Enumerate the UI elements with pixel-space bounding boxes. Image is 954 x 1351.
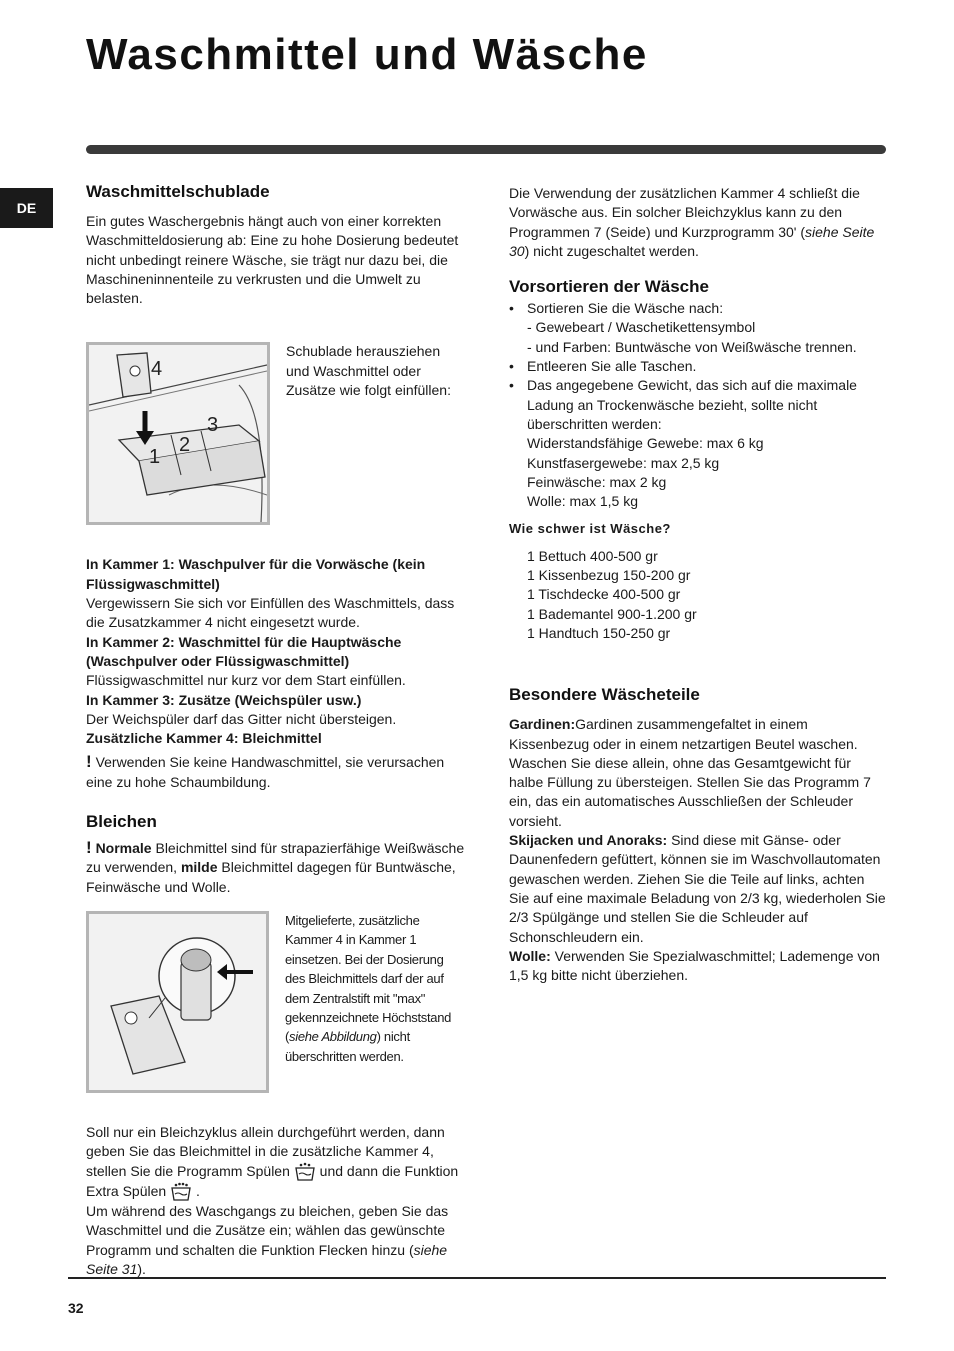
bleach-text-2: Bleichmittel dagegen für Buntwäsche, Feinwäsche und Wolle.: [86, 859, 456, 895]
bleach-text-1: Bleichmittel sind für strapazierfähige Weißwäsche zu verwenden,: [86, 840, 465, 876]
chamber-1-text: Vergewissern Sie sich vor Einfüllen des Waschmittels, dass die Zusatzkammer 4 nicht eingesetzt wurde.: [86, 595, 455, 631]
language-tab: DE: [0, 188, 53, 228]
title-divider: [86, 145, 886, 154]
gardinen-paragraph: Gardinen:Gardinen zusammengefaltet in einem Kissenbezug oder in einem netzartigen Beutel waschen. Waschen Sie diese allein, ohne das Gesamtgewicht für halbe Füllung zu übersteigen. Stellen Sie das Programm 7 ein, das ein automatisches Ausschließen der Schleuder vorsieht.: [509, 716, 871, 829]
list-item: 1 Handtuch 150-250 gr: [527, 624, 671, 641]
bleach-paragraph: [86, 838, 466, 897]
list-item: 1 Bademantel 900-1.200 gr: [527, 605, 697, 622]
list-item: 1 Kissenbezug 150-200 gr: [527, 567, 691, 584]
wolle-paragraph: Wolle: Verwenden Sie Spezialwaschmittel; Lademenge von 1,5 kg bitte nicht überziehen.: [509, 947, 880, 984]
detergent-drawer-icon: [89, 345, 267, 522]
chamber-1-heading: In Kammer 1: Waschpulver für die Vorwäsche (kein Flüssigwaschmittel): [86, 556, 426, 592]
laundry-weight-heading: Wie schwer ist Wäsche?: [509, 521, 671, 537]
svg-text:4: 4: [151, 358, 163, 381]
page-number: 32: [68, 1300, 84, 1316]
chamber-3-text: Der Weichspüler darf das Gitter nicht übersteigen.: [86, 710, 397, 727]
bleach-during-paragraph: Um während des Waschgangs zu bleichen, geben Sie das Waschmittel und die Zusätze ein; wählen das gewünschte Programm und schalten die Funktion Flecken hinzu (siehe Seite 31).: [86, 1203, 449, 1278]
list-item: • Entleeren Sie alle Taschen.: [509, 357, 886, 376]
bleach-warning-mark: !: [86, 838, 92, 858]
svg-text:1: 1: [149, 446, 161, 469]
svg-text:3: 3: [207, 414, 219, 437]
ski-paragraph: Skijacken und Anoraks: Sind diese mit Gänse- oder Daunenfedern gefüttert, können sie im Waschvollautomaten gewaschen werden. Ziehen Sie die Teile auf links, achten Sie auf eine maximale Beladung von 2/3 kg, wiederholen Sie 2/3 Spülgänge und stellen Sie die Schleuder auf Schonschleudern ein.: [509, 832, 886, 945]
section-heading-waschmittelschublade: Waschmittelschublade: [86, 182, 270, 201]
drawer-caption: Schublade herausziehen und Waschmittel oder Zusätze wie folgt einfüllen:: [286, 343, 451, 399]
footer-divider: [68, 1277, 886, 1279]
list-item: 1 Bettuch 400-500 gr: [527, 547, 658, 564]
list-item: • Sortieren Sie die Wäsche nach: - Gewebeart / Waschetikettensymbol - und Farben: Buntwäsche von Weißwäsche trennen.: [509, 299, 886, 357]
bleach-only-paragraph: Soll nur ein Bleichzyklus allein durchgeführt werden, dann geben Sie das Bleichmittel in die zusätzliche Kammer 4, stellen Sie die Programm Spülen und dann die Funktion Extra Spülen .: [86, 1123, 466, 1202]
section-heading-besondere: Besondere Wäscheteile: [509, 685, 700, 705]
chamber4-illustration: [86, 911, 269, 1093]
bleach-word-normale: Normale: [95, 840, 152, 857]
intro-paragraph: Ein gutes Waschergebnis hängt auch von einer korrekten Waschmitteldosierung ab: Eine zu hohe Dosierung bedeutet nicht unbedingt reinere Wäsche, sie trägt nur dazu bei, die Maschineninnenteile zu verkrusten und die Umwelt zu belasten.: [86, 213, 459, 307]
chamber-3-heading: In Kammer 3: Zusätze (Weichspüler usw.): [86, 691, 362, 708]
sort-list: [509, 299, 886, 511]
rinse-program-icon: [294, 1162, 316, 1182]
right-column: [509, 184, 886, 985]
left-column: [86, 180, 466, 1279]
bleach-chamber-icon: [89, 914, 266, 1090]
warning-note: [86, 752, 466, 792]
list-item: 1 Tischdecke 400-500 gr: [527, 586, 681, 603]
section-heading-bleichen: Bleichen: [86, 812, 157, 832]
section-heading-vorsortieren: Vorsortieren der Wäsche: [509, 277, 709, 297]
drawer-illustration: [86, 342, 270, 525]
list-item: • Das angegebene Gewicht, das sich auf die maximale Ladung an Trockenwäsche bezieht, sollte nicht überschritten werden: Widerstandsfähige Gewebe: max 6 kg Kunstfasergewebe: max 2,5 kg Feinwäsche: max 2 kg Wolle: max 1,5 kg: [509, 376, 886, 511]
warning-text: Verwenden Sie keine Handwaschmittel, sie verursachen eine zu hohe Schaumbildung.: [86, 754, 445, 790]
chamber4-figure-row: [86, 911, 466, 1093]
extra-rinse-icon: [170, 1182, 192, 1202]
chamber-2-text: Flüssigwaschmittel nur kurz vor dem Start einfüllen.: [86, 672, 406, 689]
right-intro-paragraph: Die Verwendung der zusätzlichen Kammer 4 schließt die Vorwäsche aus. Ein solcher Bleichzyklus kann zu den Programmen 7 (Seide) und Kurzprogramm 30' (siehe Seite 30) nicht zugeschaltet werden.: [509, 185, 875, 259]
drawer-figure-row: [86, 342, 466, 525]
bleach-word-milde: milde: [180, 859, 218, 876]
chamber-4-heading: Zusätzliche Kammer 4: Bleichmittel: [86, 730, 322, 747]
chamber-2-heading: In Kammer 2: Waschmittel für die Hauptwäsche (Waschpulver oder Flüssigwaschmittel): [86, 633, 402, 669]
svg-text:2: 2: [179, 434, 191, 457]
page-title: Waschmittel und Wäsche: [86, 30, 648, 79]
chamber4-caption: Mitgelieferte, zusätzliche Kammer 4 in Kammer 1 einsetzen. Bei der Dosierung des Bleichmittels darf der auf dem Zentralstift mit "max" gekennzeichnete Höchststand (siehe Abbildung) nicht überschritten werden.: [285, 912, 452, 1064]
warning-mark: !: [86, 752, 92, 772]
laundry-weight-list: [509, 547, 886, 643]
